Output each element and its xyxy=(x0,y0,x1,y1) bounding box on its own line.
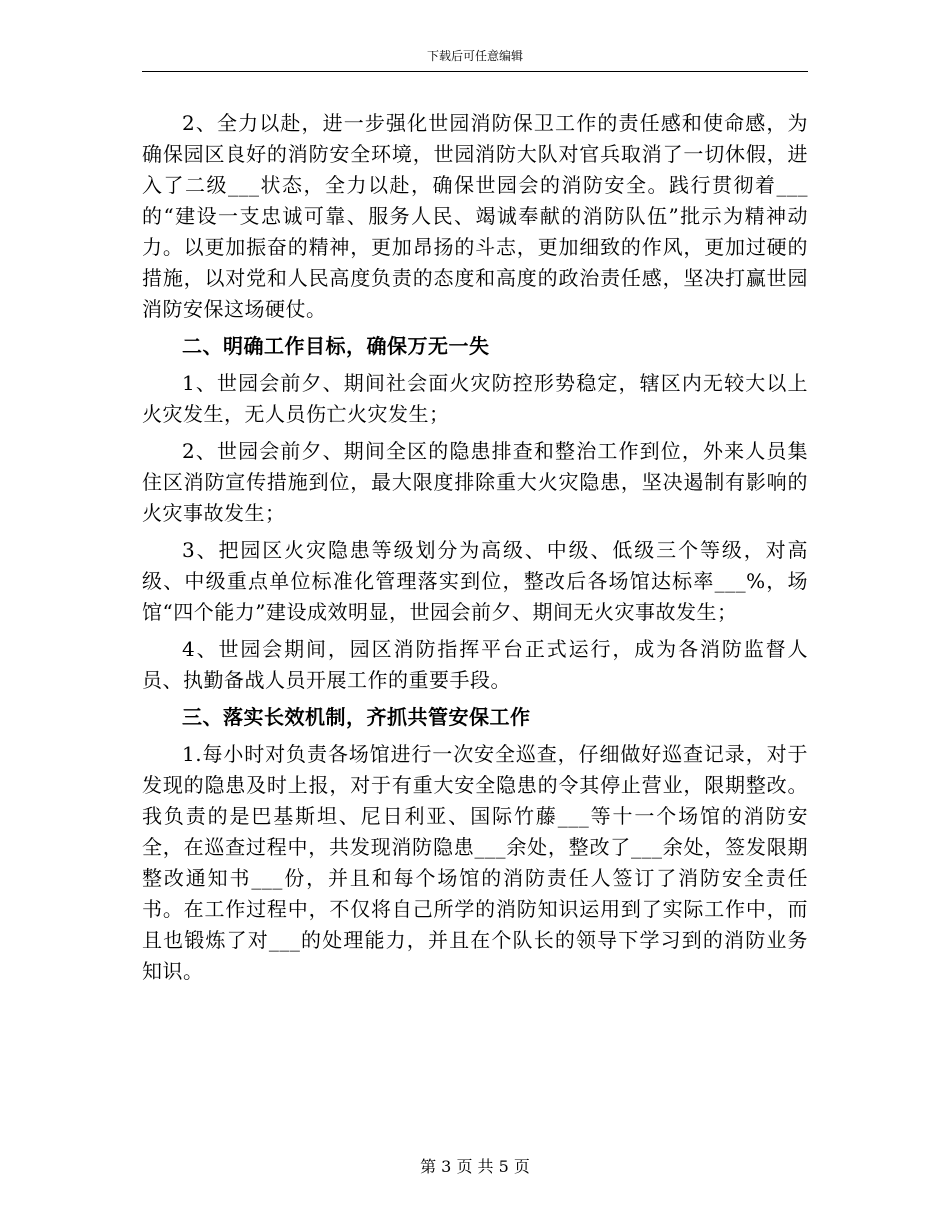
section-heading-goals: 二、明确工作目标，确保万无一失 xyxy=(182,334,490,358)
paragraph-dedication: 2、全力以赴，进一步强化世园消防保卫工作的责任感和使命感，为确保园区良好的消防安全环境，世园消防大队对官兵取消了一切休假，进入了二级___状态，全力以赴，确保世园会的消防安全。践行贯彻着___的“建设一支忠诚可靠、服务人民、竭诚奉献的消防队伍”批示为精神动力。以更加振奋的精神，更加昂扬的斗志，更加细致的作风，更加过硬的措施，以对党和人民高度负责的态度和高度的政治责任感，坚决打赢世园消防安保这场硬仗。 xyxy=(142,111,808,321)
page-header: 下载后可任意编辑 xyxy=(426,49,523,63)
paragraph-goal-3: 3、把园区火灾隐患等级划分为高级、中级、低级三个等级，对高级、中级重点单位标准化管理落实到位，整改后各场馆达标率___%，场馆“四个能力”建设成效明显，世园会前夕、期间无火灾事故发生； xyxy=(142,538,808,624)
document-body xyxy=(142,108,808,993)
paragraph-goal-1: 1、世园会前夕、期间社会面火灾防控形势稳定，辖区内无较大以上火灾发生，无人员伤亡火灾发生； xyxy=(142,371,808,426)
paragraph-goal-4: 4、世园会期间，园区消防指挥平台正式运行，成为各消防监督人员、执勤备战人员开展工作的重要手段。 xyxy=(142,637,808,692)
paragraph-goal-2: 2、世园会前夕、期间全区的隐患排查和整治工作到位，外来人员集住区消防宣传措施到位，最大限度排除重大火灾隐患，坚决遏制有影响的火灾事故发生； xyxy=(142,439,808,525)
header-divider xyxy=(142,71,808,72)
section-heading-mechanism: 三、落实长效机制，齐抓共管安保工作 xyxy=(182,705,531,729)
page-footer: 第 3 页 共 5 页 xyxy=(420,1157,530,1176)
paragraph-inspection: 1.每小时对负责各场馆进行一次安全巡查，仔细做好巡查记录，对于发现的隐患及时上报，对于有重大安全隐患的令其停止营业，限期整改。我负责的是巴基斯坦、尼日利亚、国际竹藤___等十一个场馆的消防安全，在巡查过程中，共发现消防隐患___余处，整改了___余处，签发限期整改通知书___份，并且和每个场馆的消防责任人签订了消防安全责任书。在工作过程中，不仅将自己所学的消防知识运用到了实际工作中，而且也锻炼了对___的处理能力，并且在个队长的领导下学习到的消防业务知识。 xyxy=(142,742,808,983)
